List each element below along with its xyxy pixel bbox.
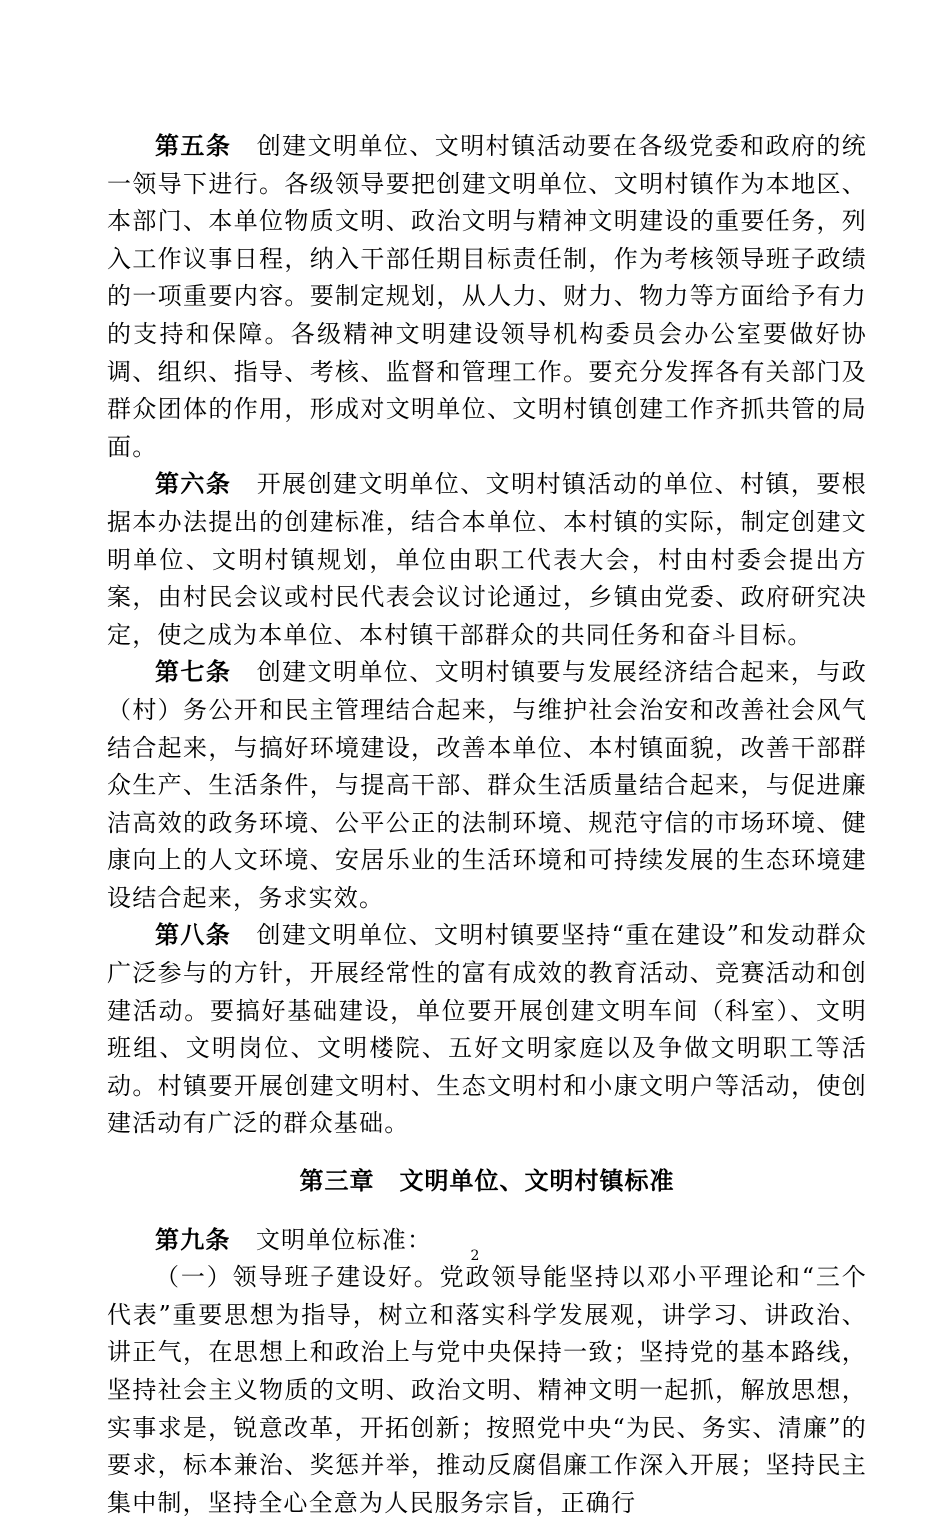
article-text: 创建文明单位、文明村镇要与发展经济结合起来，与政（村）务公开和民主管理结合起来，与维护社会治安和改善社会风气结合起来，与搞好环境建设，改善本单位、本村镇面貌，改善干部群众生产、生活条件，与提高干部、群众生活质量结合起来，与促进廉洁高效的政务环境、公平公正的法制环境、规范守信的市场环境、健康向上的人文环境、安居乐业的生活环境和可持续发展的生态环境建设结合起来，务求实效。 [107, 658, 867, 912]
article-text: 创建文明单位、文明村镇要坚持“重在建设”和发动群众广泛参与的方针，开展经常性的富有成效的教育活动、竞赛活动和创建活动。要搞好基础建设，单位要开展创建文明车间（科室）、文明班组、文明岗位、文明楼院、五好文明家庭以及争做文明职工等活动。村镇要开展创建文明村、生态文明村和小康文明户等活动，使创建活动有广泛的群众基础。 [107, 921, 867, 1138]
article-text: 文明单位标准： [255, 1225, 433, 1254]
article-text: 开展创建文明单位、文明村镇活动的单位、村镇，要根据本办法提出的创建标准，结合本单位、本村镇的实际，制定创建文明单位、文明村镇规划，单位由职工代表大会，村由村委会提出方案，由村民会议或村民代表会议讨论通过，乡镇由党委、政府研究决定，使之成为本单位、本村镇干部群众的共同任务和奋斗目标。 [107, 470, 867, 649]
article-number: 第七条 [155, 658, 232, 687]
item-text: （一）领导班子建设好。党政领导能坚持以邓小平理论和“三个代表”重要思想为指导，树立和落实科学发展观，讲学习、讲政治、讲正气，在思想上和政治上与党中央保持一致；坚持党的基本路线，坚持社会主义物质的文明、政治文明、精神文明一起抓，解放思想，实事求是，锐意改革，开拓创新；按照党中央“为民、务实、清廉”的要求，标本兼治、奖惩并举，推动反腐倡廉工作深入开展；坚持民主集中制，坚持全心全意为人民服务宗旨，正确行 [107, 1263, 867, 1517]
document-page [107, 128, 867, 1522]
article-number: 第五条 [155, 132, 232, 160]
article-number: 第六条 [155, 470, 232, 499]
article-6 [107, 466, 867, 654]
page-number: 2 [470, 1248, 480, 1264]
article-text: 创建文明单位、文明村镇活动要在各级党委和政府的统一领导下进行。各级领导要把创建文明单位、文明村镇作为本地区、本部门、本单位物质文明、政治文明与精神文明建设的重要任务，列入工作议事日程，纳入干部任期目标责任制，作为考核领导班子政绩的一项重要内容。要制定规划，从人力、财力、物力等方面给予有力的支持和保障。各级精神文明建设领导机构委员会办公室要做好协调、组织、指导、考核、监督和管理工作。要充分发挥各有关部门及群众团体的作用，形成对文明单位、文明村镇创建工作齐抓共管的局面。 [107, 132, 867, 461]
list-item [107, 1259, 867, 1522]
chapter-heading [107, 1163, 867, 1201]
article-5 [107, 128, 867, 466]
chapter-title: 文明单位、文明村镇标准 [399, 1167, 675, 1196]
article-number: 第八条 [155, 921, 232, 950]
chapter-number: 第三章 [299, 1167, 375, 1196]
article-number: 第九条 [155, 1225, 231, 1254]
article-8 [107, 917, 867, 1143]
article-7 [107, 654, 867, 917]
